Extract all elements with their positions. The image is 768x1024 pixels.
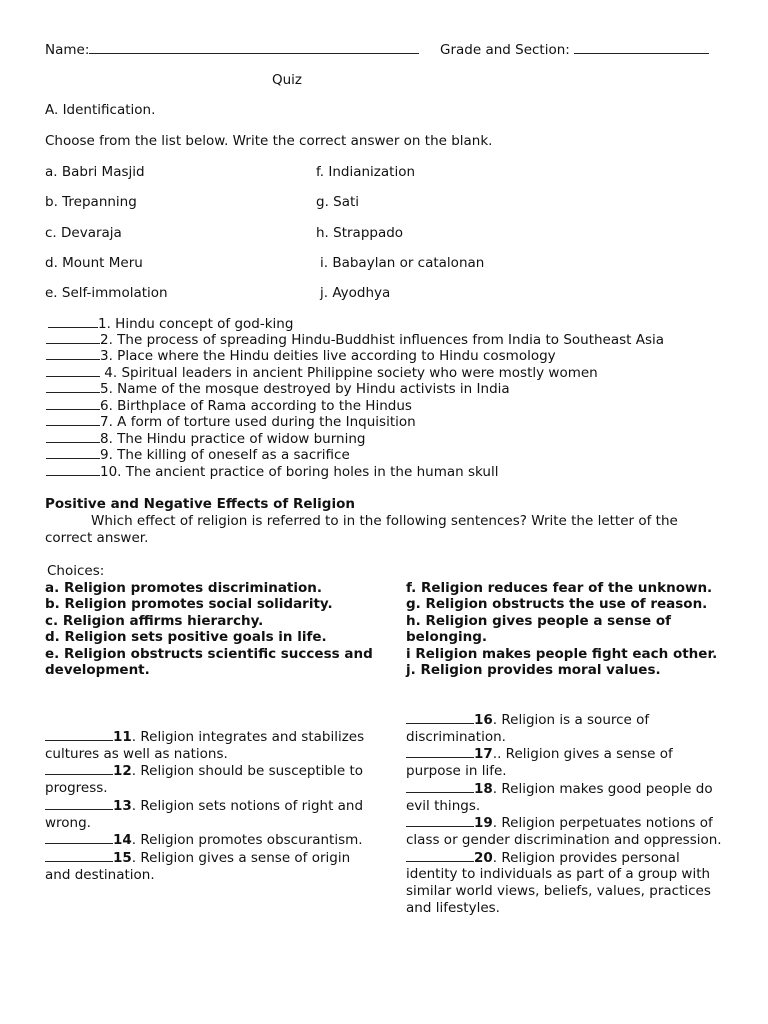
list-item: 15. Religion gives a sense of origin and destination. — [45, 849, 351, 883]
list-item: 10. The ancient practice of boring holes in the human skull — [46, 463, 498, 480]
list-item: 7. A form of torture used during the Inquisition — [46, 413, 416, 430]
choice-e: e. Religion obstructs scientific success and — [45, 646, 373, 662]
option-c: c. Devaraja — [45, 225, 122, 241]
answer-blank[interactable] — [46, 331, 100, 344]
grade-section-row — [440, 41, 709, 58]
name-label: Name: — [45, 42, 90, 58]
part-b-instruction: Which effect of religion is referred to in the following sentences? Write the letter of the correct answer. — [45, 513, 678, 546]
choice-j: j. Religion provides moral values. — [406, 662, 661, 678]
choice-c: c. Religion affirms hierarchy. — [45, 613, 264, 629]
answer-blank[interactable] — [406, 711, 474, 724]
questions-right — [406, 711, 726, 916]
option-a: a. Babri Masjid — [45, 164, 145, 180]
answer-blank[interactable] — [406, 745, 474, 758]
list-item: 13. Religion sets notions of right and wrong. — [45, 797, 364, 831]
choice-b: b. Religion promotes social solidarity. — [45, 596, 333, 612]
answer-blank[interactable] — [406, 814, 474, 827]
choice-d: d. Religion sets positive goals in life. — [45, 629, 327, 645]
list-item: 4. Spiritual leaders in ancient Philippine society who were mostly women — [46, 364, 598, 381]
choice-h-cont: belonging. — [406, 629, 488, 645]
answer-blank[interactable] — [46, 430, 100, 443]
answer-blank[interactable] — [46, 463, 100, 476]
list-item: 2. The process of spreading Hindu-Buddhist influences from India to Southeast Asia — [46, 331, 664, 348]
part-b-heading: Positive and Negative Effects of Religion — [45, 496, 355, 512]
answer-blank[interactable] — [45, 849, 113, 862]
list-item: 5. Name of the mosque destroyed by Hindu activists in India — [46, 380, 510, 397]
grade-section-label: Grade and Section: — [440, 42, 570, 58]
list-item: 3. Place where the Hindu deities live according to Hindu cosmology — [46, 347, 556, 364]
answer-blank[interactable] — [46, 380, 100, 393]
list-item: 1. Hindu concept of god-king — [48, 315, 293, 332]
answer-blank[interactable] — [48, 315, 98, 328]
list-item: 6. Birthplace of Rama according to the Hindus — [46, 397, 412, 414]
choice-a: a. Religion promotes discrimination. — [45, 580, 323, 596]
quiz-title: Quiz — [272, 72, 303, 88]
choice-i: i Religion makes people fight each other. — [406, 646, 718, 662]
answer-blank[interactable] — [406, 849, 474, 862]
option-i: i. Babaylan or catalonan — [320, 255, 485, 271]
list-item: 18. Religion makes good people do evil things. — [406, 780, 713, 814]
list-item: 11. Religion integrates and stabilizes cultures as well as nations. — [45, 729, 365, 762]
list-item: 8. The Hindu practice of widow burning — [46, 430, 365, 447]
name-blank[interactable] — [89, 41, 419, 54]
answer-blank[interactable] — [406, 780, 474, 793]
list-item: 19. Religion perpetuates notions of class or gender discrimination and oppression. — [406, 815, 722, 848]
choices-label: Choices: — [47, 563, 105, 579]
questions-left — [45, 728, 375, 883]
option-g: g. Sati — [316, 194, 360, 210]
list-item: 9. The killing of oneself as a sacrifice — [46, 446, 350, 463]
answer-blank[interactable] — [45, 831, 113, 844]
option-e: e. Self-immolation — [45, 285, 168, 301]
answer-blank[interactable] — [46, 347, 100, 360]
grade-section-blank[interactable] — [574, 41, 709, 54]
option-h: h. Strappado — [316, 225, 404, 241]
list-item: 12. Religion should be susceptible to progress. — [45, 763, 364, 797]
part-a-heading: A. Identification. — [45, 102, 156, 118]
answer-blank[interactable] — [46, 413, 100, 426]
answer-blank[interactable] — [46, 364, 100, 377]
choice-h: h. Religion gives people a sense of — [406, 613, 671, 629]
answer-blank[interactable] — [45, 728, 113, 741]
answer-blank[interactable] — [45, 762, 113, 775]
option-f: f. Indianization — [316, 164, 416, 180]
answer-blank[interactable] — [45, 797, 113, 810]
option-d: d. Mount Meru — [45, 255, 143, 271]
name-field-row — [45, 41, 419, 58]
list-item: 16. Religion is a source of discrimination. — [406, 712, 650, 745]
choice-e-cont: development. — [45, 662, 150, 678]
part-a-instruction: Choose from the list below. Write the correct answer on the blank. — [45, 133, 493, 149]
option-b: b. Trepanning — [45, 194, 137, 210]
list-item: 20. Religion provides personal identity to individuals as part of a group with similar world views, beliefs, values, practices and lifestyles. — [406, 849, 711, 916]
list-item: 17.. Religion gives a sense of purpose in life. — [406, 746, 673, 780]
choice-f: f. Religion reduces fear of the unknown. — [406, 580, 713, 596]
option-j: j. Ayodhya — [320, 285, 391, 301]
answer-blank[interactable] — [46, 397, 100, 410]
choice-g: g. Religion obstructs the use of reason. — [406, 596, 708, 612]
list-item: 14. Religion promotes obscurantism. — [45, 831, 375, 849]
answer-blank[interactable] — [46, 446, 100, 459]
